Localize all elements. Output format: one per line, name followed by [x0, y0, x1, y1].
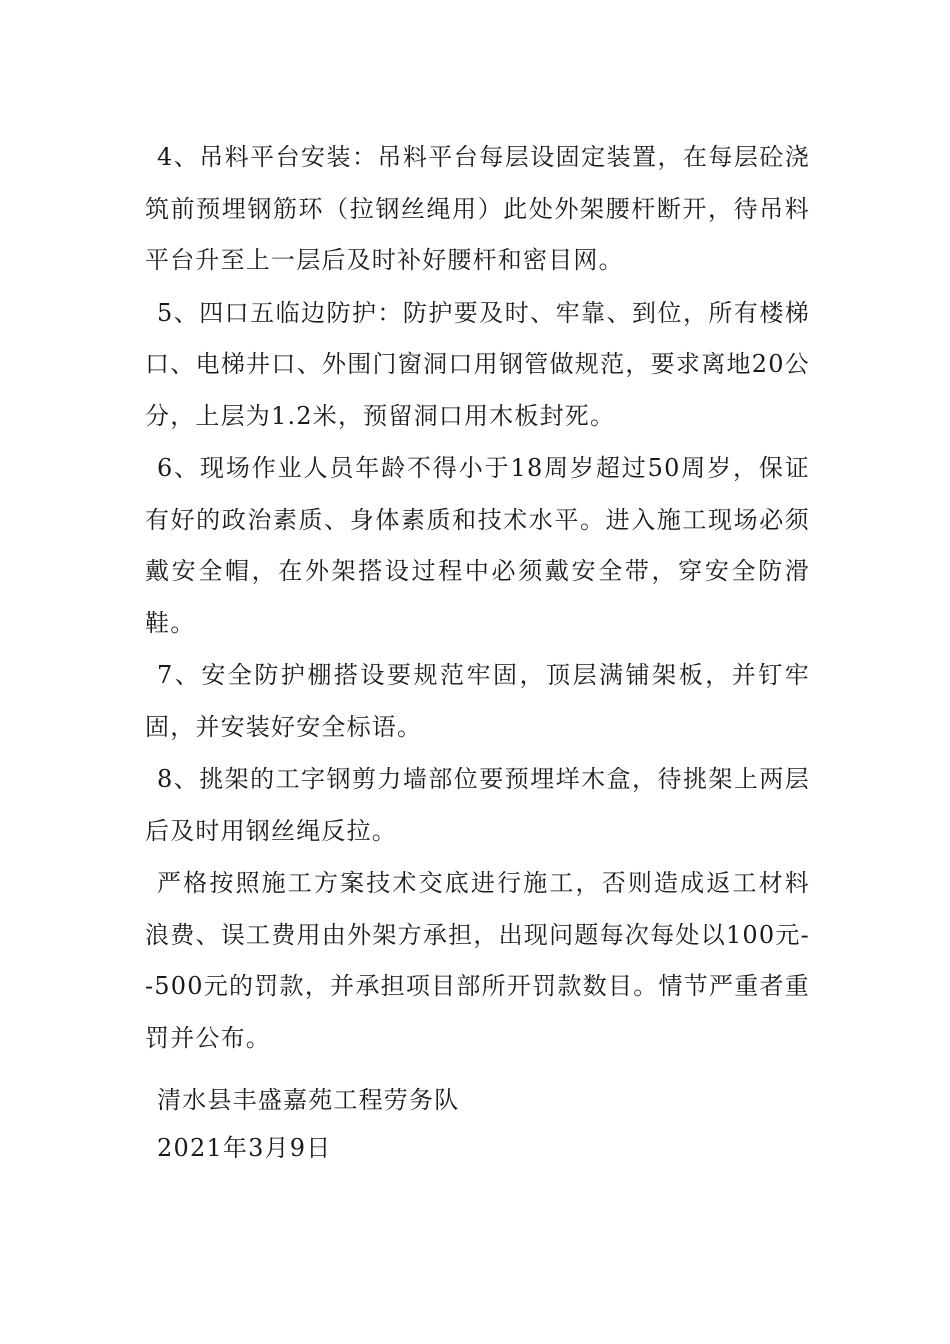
paragraph-item-4: 4、吊料平台安装：吊料平台每层设固定装置，在每层砼浇筑前预埋钢筋环（拉钢丝绳用）此处外架腰杆断开，待吊料平台升至上一层后及时补好腰杆和密目网。 [145, 143, 810, 274]
paragraph-item-5: 5、四口五临边防护：防护要及时、牢靠、到位，所有楼梯口、电梯井口、外围门窗洞口用钢管做规范，要求离地20公分，上层为1.2米，预留洞口用木板封死。 [145, 298, 810, 430]
document-body [145, 132, 810, 1065]
paragraph-item-7: 7、安全防护棚搭设要规范牢固，顶层满铺架板，并钉牢固，并安装好安全标语。 [145, 661, 810, 741]
paragraph-item-8: 8、挑架的工字钢剪力墙部位要预埋垟木盒，待挑架上两层后及时用钢丝绳反拉。 [145, 765, 810, 845]
signature-date: 2021年3月9日 [157, 1134, 332, 1162]
paragraph-item-6: 6、现场作业人员年龄不得小于18周岁超过50周岁，保证有好的政治素质、身体素质和技术水平。进入施工现场必须戴安全帽，在外架搭设过程中必须戴安全带，穿安全防滑鞋。 [145, 454, 810, 637]
paragraph-penalty-clause: 严格按照施工方案技术交底进行施工，否则造成返工材料浪费、误工费用由外架方承担，出现问题每次每处以100元--500元的罚款，并承担项目部所开罚款数目。情节严重者重罚并公布。 [145, 869, 810, 1052]
signature-organization: 清水县丰盛嘉苑工程劳务队 [157, 1086, 460, 1114]
